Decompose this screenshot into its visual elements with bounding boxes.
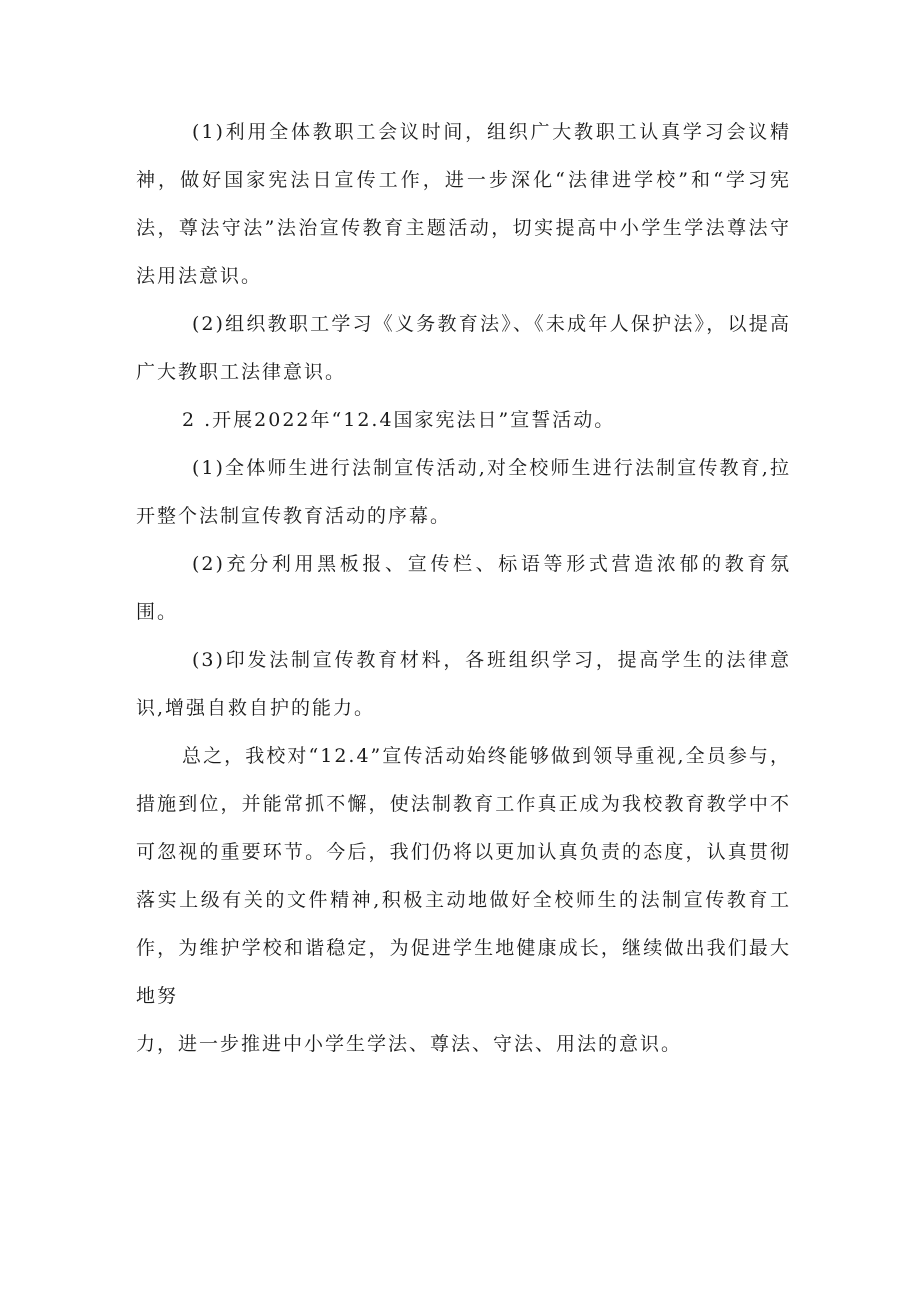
paragraph-3: 2 .开展2022年“12.4国家宪法日”宣誓活动。: [182, 409, 616, 431]
paragraph-5: (2)充分利用黑板报、宣传栏、标语等形式营造浓郁的教育氛围。: [136, 553, 791, 623]
paragraph-1: (1)利用全体教职工会议时间，组织广大教职工认真学习会议精神，做好国家宪法日宣传工作，进一步深化“法律进学校”和“学习宪法，尊法守法”法治宣传教育主题活动，切实提高中小学生学法尊法守法用法意识。: [136, 121, 791, 287]
paragraph-4: (1)全体师生进行法制宣传活动,对全校师生进行法制宣传教育,拉开整个法制宣传教育活动的序幕。: [136, 457, 791, 527]
paragraph-2: (2)组织教职工学习《义务教育法》、《未成年人保护法》，以提高广大教职工法律意识。: [136, 313, 791, 383]
paragraph-6: (3)印发法制宣传教育材料，各班组织学习，提高学生的法律意识,增强自救自护的能力。: [136, 649, 791, 719]
paragraph-8: 力，进一步推进中小学生学法、尊法、守法、用法的意识。: [136, 1033, 683, 1055]
document-body: [136, 108, 791, 1068]
paragraph-7: 总之，我校对“12.4”宣传活动始终能够做到领导重视,全员参与，措施到位，并能常抓不懈，使法制教育工作真正成为我校教育教学中不可忽视的重要环节。今后，我们仍将以更加认真负责的态度，认真贯彻落实上级有关的文件精神,积极主动地做好全校师生的法制宣传教育工作，为维护学校和谐稳定，为促进学生地健康成长，继续做出我们最大地努: [136, 745, 791, 1007]
